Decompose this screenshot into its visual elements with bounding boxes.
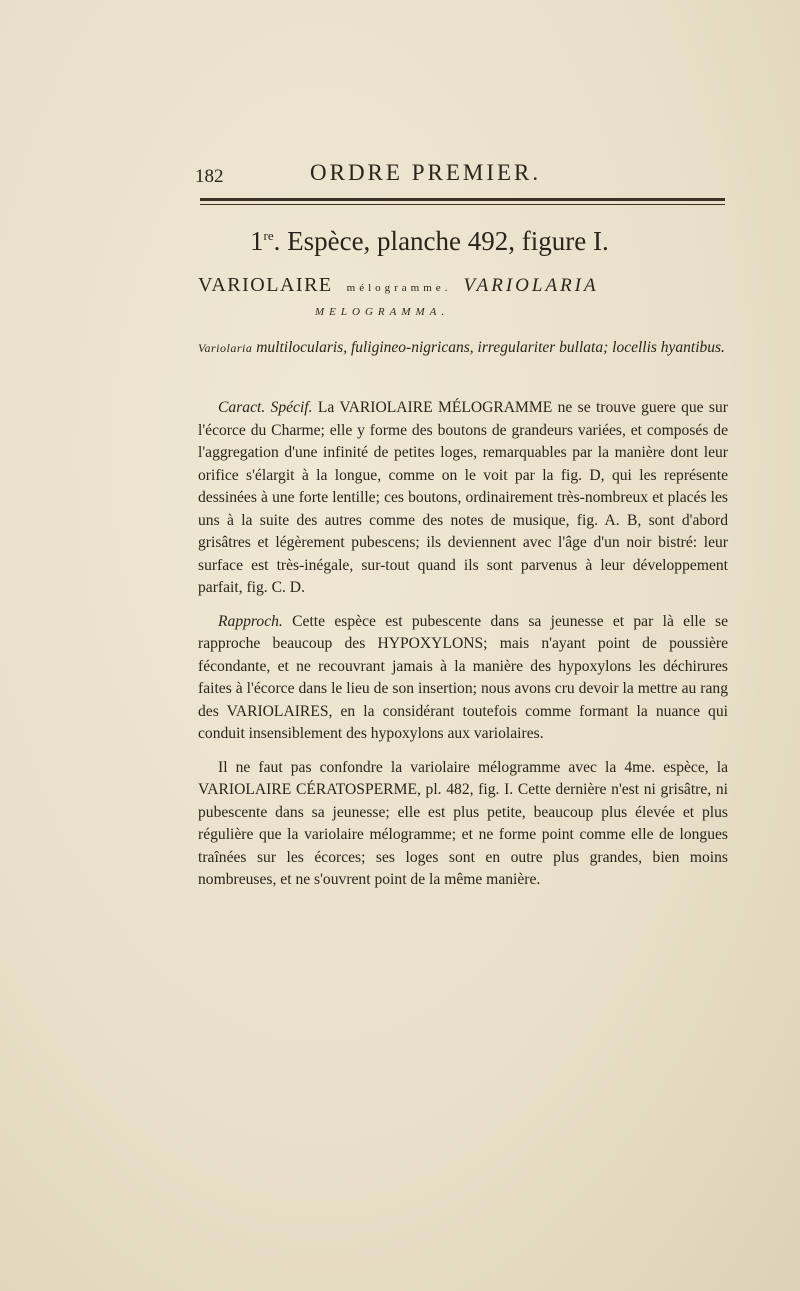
title-rest: . Espèce, planche 492, figure I.	[273, 226, 609, 256]
paragraph-caract	[198, 397, 728, 600]
title-prefix: 1	[250, 226, 264, 256]
paragraph-text: La VARIOLAIRE MÉLOGRAMME ne se trouve guere que sur l'écorce du Charme; elle y forme des boutons de grandeurs variées, et composés de l'aggregation d'une infinité de petites loges, remarquables par la manière dont leur orifice s'élargit à la longue, comme on le voit par la fig. D, qui les représente dessinées à une forte lentille; ces boutons, ordinairement très-nombreux et placés les uns à la suite des autres comme des notes de musique, fig. A. B, sont d'abord grisâtres et légèrement pubescens; ils deviennent avec l'âge d'un noir bistré: leur surface est très-inégale, sur-tout quand ils sont parvenus à leur développement parfait, fig. C. D.	[198, 399, 728, 596]
species-title	[250, 226, 700, 257]
paragraph-rapproch	[198, 611, 728, 746]
paragraph-lead: Caract. Spécif.	[218, 399, 313, 416]
paragraph-lead: Rapproch.	[218, 612, 283, 630]
latin-genus: VARIOLARIA	[463, 275, 599, 296]
french-epithet: mélogramme.	[346, 282, 452, 294]
latin-epithet: MELOGRAMMA.	[315, 306, 450, 318]
french-genus: VARIOLAIRE	[198, 274, 333, 296]
paragraph-confusion	[198, 757, 728, 892]
header-rule-thick	[200, 198, 725, 201]
title-prefix-sup: re	[263, 228, 274, 243]
header-rule-thin	[200, 204, 725, 205]
latin-synonym	[198, 336, 728, 359]
running-head: ORDRE PREMIER.	[310, 160, 542, 185]
paragraph-text: Il ne faut pas confondre la variolaire mélogramme avec la 4me. espèce, la VARIOLAIRE CÉRATOSPERME, pl. 482, fig. I. Cette dernière n'est ni grisâtre, ni pubescente dans sa jeunesse; elle est plus petite, beaucoup plus élevée et plus régulière que la variolaire mélogramme; et ne forme point comme elle de longues traînées sur les écorces; ses loges sont en outre plus grandes, bien moins nombreuses, et ne s'ouvrent point de la même manière.	[198, 758, 728, 888]
body-text	[198, 397, 728, 903]
synonym-genus: Variolaria	[198, 341, 253, 355]
paragraph-text: Cette espèce est pubescente dans sa jeunesse et par là elle se rapproche beaucoup des HYPOXYLONS; mais n'ayant point de poussière fécondante, et ne recouvrant jamais à la manière des hypoxylons les déchirures faites à l'écorce dans le lieu de son insertion; nous avons cru devoir la mettre au rang des VARIOLAIRES, en la considérant toutefois comme formant la nuance qui conduit insensiblement des hypoxylons aux variolaires.	[198, 612, 728, 742]
page-number: 182	[195, 166, 224, 187]
page-header	[195, 160, 725, 192]
synonym-text: multilocularis, fuligineo-nigricans, irregulariter bullata; locellis hyantibus.	[252, 339, 725, 356]
species-names	[198, 274, 738, 297]
